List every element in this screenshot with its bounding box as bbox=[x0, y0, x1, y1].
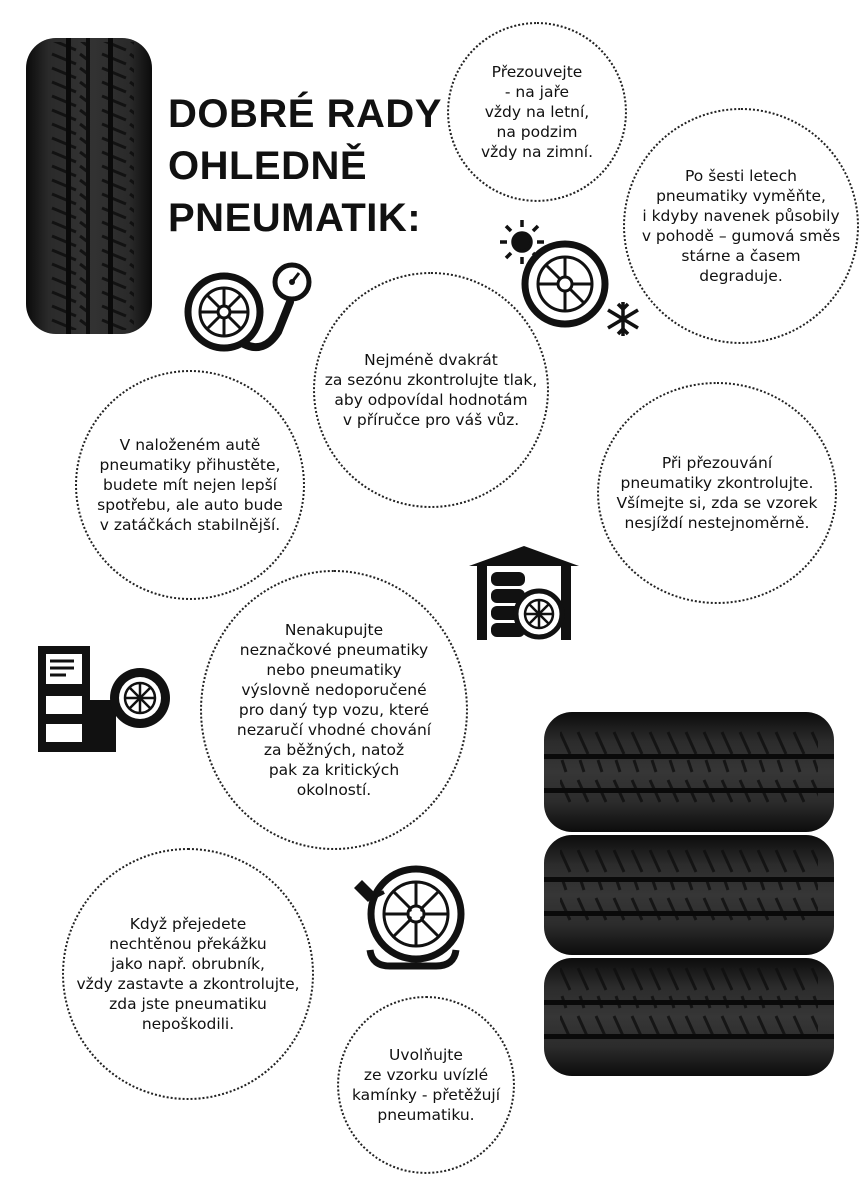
tip-line: zda jste pneumatiku bbox=[109, 995, 267, 1013]
page-title bbox=[168, 88, 442, 244]
tip-line: - na jaře bbox=[504, 83, 570, 101]
single-tire-image bbox=[22, 38, 156, 334]
tip-line: Nenakupujte bbox=[284, 621, 384, 639]
tip-avoid-unbranded-tires bbox=[200, 570, 468, 850]
tip-line: Při přezouvání bbox=[661, 454, 773, 472]
tip-line: budete mít nejen lepší bbox=[102, 476, 277, 494]
tip-line: vždy zastavte a zkontrolujte, bbox=[76, 975, 300, 993]
tip-line: výslovně nedoporučené bbox=[241, 681, 427, 699]
title-line-3: PNEUMATIK: bbox=[168, 196, 422, 240]
tip-season-change bbox=[447, 22, 627, 202]
tip-loaded-car bbox=[75, 370, 305, 600]
tip-line: kamínky - přetěžují bbox=[351, 1086, 501, 1104]
tip-line: aby odpovídal hodnotám bbox=[334, 391, 528, 409]
sun-snowflake-tire-icon bbox=[495, 218, 645, 340]
tip-line: jako např. obrubník, bbox=[110, 955, 265, 973]
tip-line: nezaručí vhodné chování bbox=[236, 721, 432, 739]
tip-line: Uvolňujte bbox=[389, 1046, 463, 1064]
tip-line: pneumatiky zkontrolujte. bbox=[620, 474, 814, 492]
title-line-2: OHLEDNĚ bbox=[168, 144, 368, 188]
tip-remove-stones bbox=[337, 996, 515, 1174]
tip-line: na podzim bbox=[496, 123, 578, 141]
tip-line: nebo pneumatiky bbox=[266, 661, 402, 679]
tip-line: Když přejedete bbox=[129, 915, 247, 933]
tip-line: stárne a časem bbox=[681, 247, 801, 265]
tip-obstacle-check bbox=[62, 848, 314, 1100]
tip-line: pneumatiky vyměňte, bbox=[656, 187, 826, 205]
tip-line: vždy na letní, bbox=[484, 103, 590, 121]
tip-replace-after-six-years bbox=[623, 108, 859, 344]
tip-line: Přezouvejte bbox=[491, 63, 583, 81]
tip-line: v zatáčkách stabilnější. bbox=[99, 516, 281, 534]
tire-label-icon bbox=[36, 644, 172, 754]
tip-line: ze vzorku uvízlé bbox=[363, 1066, 489, 1084]
tip-line: okolností. bbox=[296, 781, 372, 799]
tip-line: nepoškodili. bbox=[141, 1015, 235, 1033]
tip-line: Všímejte si, zda se vzorek bbox=[616, 494, 818, 512]
tip-line: Nejméně dvakrát bbox=[364, 351, 498, 369]
tip-line: pak za kritických bbox=[268, 761, 400, 779]
tire-pressure-gauge-icon bbox=[182, 258, 314, 358]
tip-line: nechtěnou překážku bbox=[109, 935, 267, 953]
tip-line: Po šesti letech bbox=[684, 167, 797, 185]
tip-line: pro daný typ vozu, které bbox=[238, 701, 430, 719]
tip-line: za běžných, natož bbox=[263, 741, 405, 759]
tip-line: spotřebu, ale auto bude bbox=[97, 496, 283, 514]
tip-line: v pohodě – gumová směs bbox=[641, 227, 841, 245]
tip-line: nesjíždí nestejnoměrně. bbox=[624, 514, 810, 532]
tip-line: V naloženém autě bbox=[119, 436, 261, 454]
tip-inspect-when-changing bbox=[597, 382, 837, 604]
title-line-1: DOBRÉ RADY bbox=[168, 92, 442, 136]
tip-line: pneumatiku. bbox=[377, 1106, 475, 1124]
tip-line: v příručce pro váš vůz. bbox=[342, 411, 520, 429]
nail-puncture-tire-icon bbox=[350, 854, 480, 972]
tip-line: za sezónu zkontrolujte tlak, bbox=[324, 371, 538, 389]
tip-line: i kdyby navenek působily bbox=[642, 207, 840, 225]
stacked-tires-image bbox=[540, 708, 838, 1080]
tip-line: vždy na zimní. bbox=[480, 143, 594, 161]
tire-storage-garage-icon bbox=[465, 542, 583, 642]
tip-line: degraduje. bbox=[699, 267, 783, 285]
tip-line: neznačkové pneumatiky bbox=[239, 641, 429, 659]
tip-line: pneumatiky přihustěte, bbox=[99, 456, 281, 474]
